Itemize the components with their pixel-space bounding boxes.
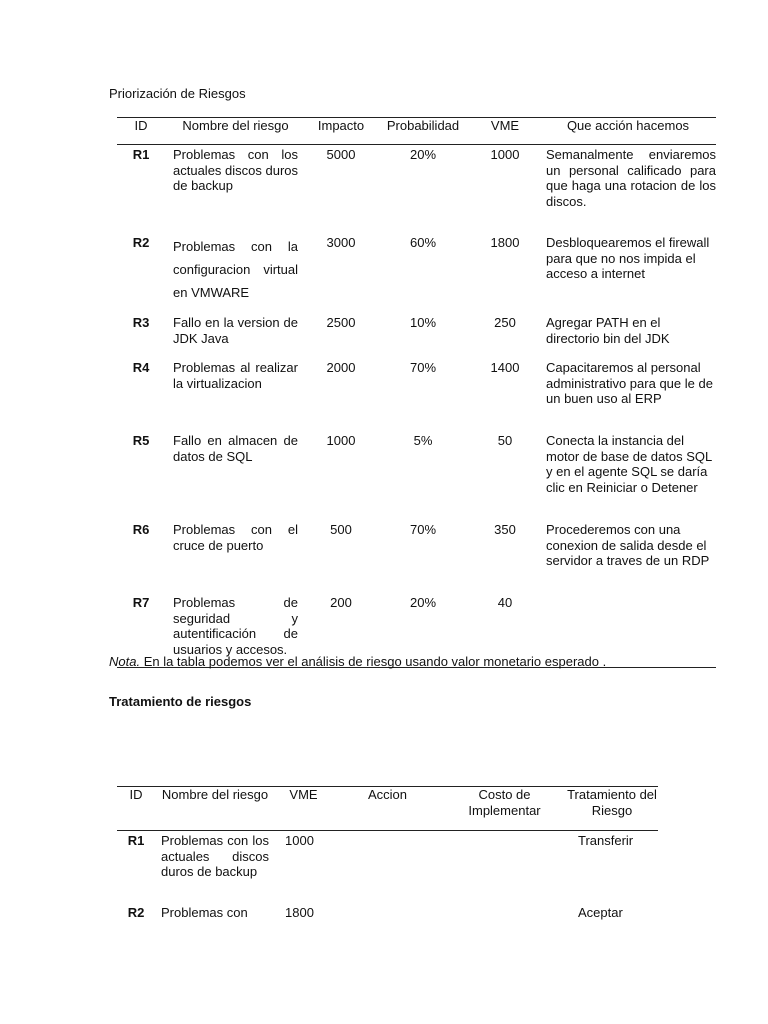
col-header-vme: VME [275,787,332,831]
risk-vme: 1000 [285,833,314,848]
risk-costo [443,903,566,921]
note-label: Nota. [109,654,141,669]
col-header-id: ID [117,118,165,145]
risk-name: Problemas con el cruce de puerto [173,522,298,553]
table-row [117,358,716,431]
risk-priority-table [117,117,716,668]
risk-treatment-table [117,786,658,921]
risk-impact: 200 [306,593,376,668]
risk-id: R2 [132,235,150,250]
risk-id: R1 [132,147,150,162]
risk-action: Desbloquearemos el firewall para que no nos impida el acceso a internet [546,235,710,281]
risk-name: Problemas de seguridad y autentificación de usuarios y accesos. [165,593,306,668]
risk-name: Problemas con los actuales discos duros de backup [161,833,269,879]
risk-id: R6 [132,522,150,537]
col-header-vme: VME [470,118,540,145]
risk-costo [443,831,566,904]
risk-action: Semanalmente enviaremos un personal calificado para que haga una rotacion de los discos. [546,147,716,209]
table-row [117,145,716,234]
risk-probability: 70% [409,522,437,537]
risk-probability: 20% [409,147,437,162]
col-header-impacto: Impacto [306,118,376,145]
risk-impact: 5000 [326,147,356,162]
table-row [117,431,716,520]
col-header-accion: Que acción hacemos [540,118,716,145]
risk-name: Fallo en almacen de datos de SQL [173,433,298,464]
table-row [117,903,658,921]
risk-vme: 40 [470,593,540,668]
risk-impact: 1000 [326,433,356,448]
risk-tratamiento: Aceptar [578,905,623,920]
note-text: En la tabla podemos ver el análisis de riesgo usando valor monetario esperado . [140,654,607,669]
risk-action: Conecta la instancia del motor de base de datos SQL y en el agente SQL se daría clic en Reiniciar o Detener [546,433,712,495]
col-header-costo: Costo de Implementar [443,787,566,831]
risk-id: R1 [127,833,145,848]
table-row [117,831,658,904]
risk-action: Procederemos con una conexion de salida desde el servidor a traves de un RDP [546,522,710,568]
risk-id: R4 [132,360,150,375]
col-header-nombre: Nombre del riesgo [165,118,306,145]
risk-id: R3 [132,315,150,330]
risk-accion [332,903,443,921]
risk-name: Problemas con [161,905,248,920]
col-header-tratamiento: Tratamiento del Riesgo [566,787,658,831]
table-note [109,654,606,669]
col-header-id: ID [117,787,155,831]
col-header-nombre: Nombre del riesgo [155,787,275,831]
table-header-row [117,787,658,831]
risk-probability: 70% [409,360,437,375]
col-header-probabilidad: Probabilidad [376,118,470,145]
table-row [117,520,716,593]
table-header-row [117,118,716,145]
risk-impact: 500 [330,522,352,537]
section-title-tratamiento: Tratamiento de riesgos [109,694,252,709]
col-header-accion: Accion [332,787,443,831]
risk-impact: 2500 [326,315,356,330]
risk-impact: 2000 [326,360,356,375]
risk-vme: 250 [494,315,516,330]
risk-id: R7 [117,593,165,668]
risk-name: Problemas con la configuracion virtual en VMWARE [173,239,298,300]
risk-name: Problemas al realizar la virtualizacion [173,360,298,391]
risk-vme: 1800 [490,235,520,250]
risk-vme: 50 [497,433,513,448]
risk-accion [332,831,443,904]
risk-probability: 60% [409,235,437,250]
risk-probability: 5% [413,433,433,448]
risk-id: R5 [132,433,150,448]
risk-impact: 3000 [326,235,356,250]
risk-action: Agregar PATH en el directorio bin del JDK [546,315,670,346]
risk-vme: 350 [494,522,516,537]
risk-id: R2 [127,905,145,920]
table-row [117,233,716,313]
risk-name: Fallo en la version de JDK Java [173,315,298,346]
risk-tratamiento: Transferir [578,833,634,848]
risk-vme: 1400 [490,360,520,375]
section-title-priorizacion: Priorización de Riesgos [109,86,246,101]
risk-vme: 1800 [285,905,314,920]
risk-probability: 10% [409,315,437,330]
risk-vme: 1000 [490,147,520,162]
table-row [117,313,716,358]
risk-probability: 20% [376,593,470,668]
risk-action: Capacitaremos al personal administrativo para que le de un buen uso al ERP [546,360,713,406]
risk-name: Problemas con los actuales discos duros de backup [173,147,299,193]
